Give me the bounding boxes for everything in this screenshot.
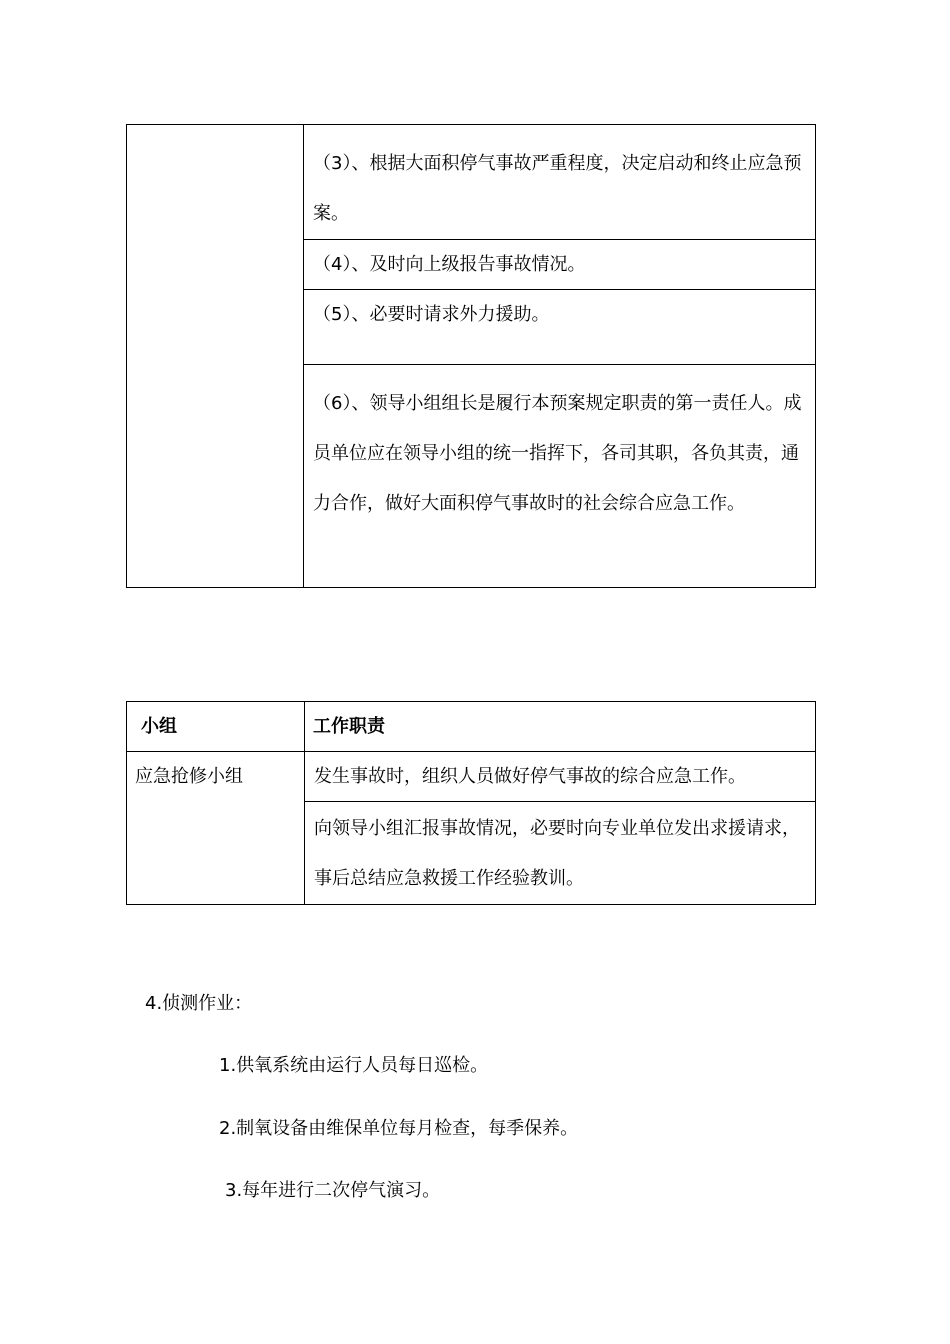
group-duties-table [126,701,816,905]
duty-row [305,752,816,802]
duty-text: 发生事故时，组织人员做好停气事故的综合应急工作。 [314,766,746,787]
duty-text: 向领导小组汇报事故情况，必要时向专业单位发出求援请求，事后总结应急救援工作经验教训。 [314,818,800,889]
header-duty-cell [305,702,816,752]
table1-row-text: （4）、及时向上级报告事故情况。 [313,254,586,275]
section-title: 4.侦测作业： [145,993,253,1014]
header-group-cell [127,702,305,752]
list-item: 3.每年进行二次停气演习。 [225,1180,441,1201]
table1-row [304,125,816,240]
list-item: 1.供氧系统由运行人员每日巡检。 [219,1055,489,1076]
group-name-cell [127,752,305,905]
table1-row [304,290,816,365]
duty-row [305,802,816,905]
table1-row-text: （5）、必要时请求外力援助。 [313,304,550,325]
table1-row [304,240,816,290]
table1-left-cell [127,125,304,588]
header-duty-label: 工作职责 [313,716,385,737]
group-name: 应急抢修小组 [135,766,243,787]
table1-row-text: （6）、领导小组组长是履行本预案规定职责的第一责任人。成员单位应在领导小组的统一指挥下，各司其职，各负其责，通力合作，做好大面积停气事故时的社会综合应急工作。 [313,393,802,514]
header-group-label: 小组 [141,716,177,737]
responsibilities-table [126,124,816,588]
table1-row-text: （3）、根据大面积停气事故严重程度，决定启动和终止应急预案。 [313,153,802,224]
table1-row [304,365,816,588]
list-item: 2.制氧设备由维保单位每月检查，每季保养。 [219,1118,579,1139]
